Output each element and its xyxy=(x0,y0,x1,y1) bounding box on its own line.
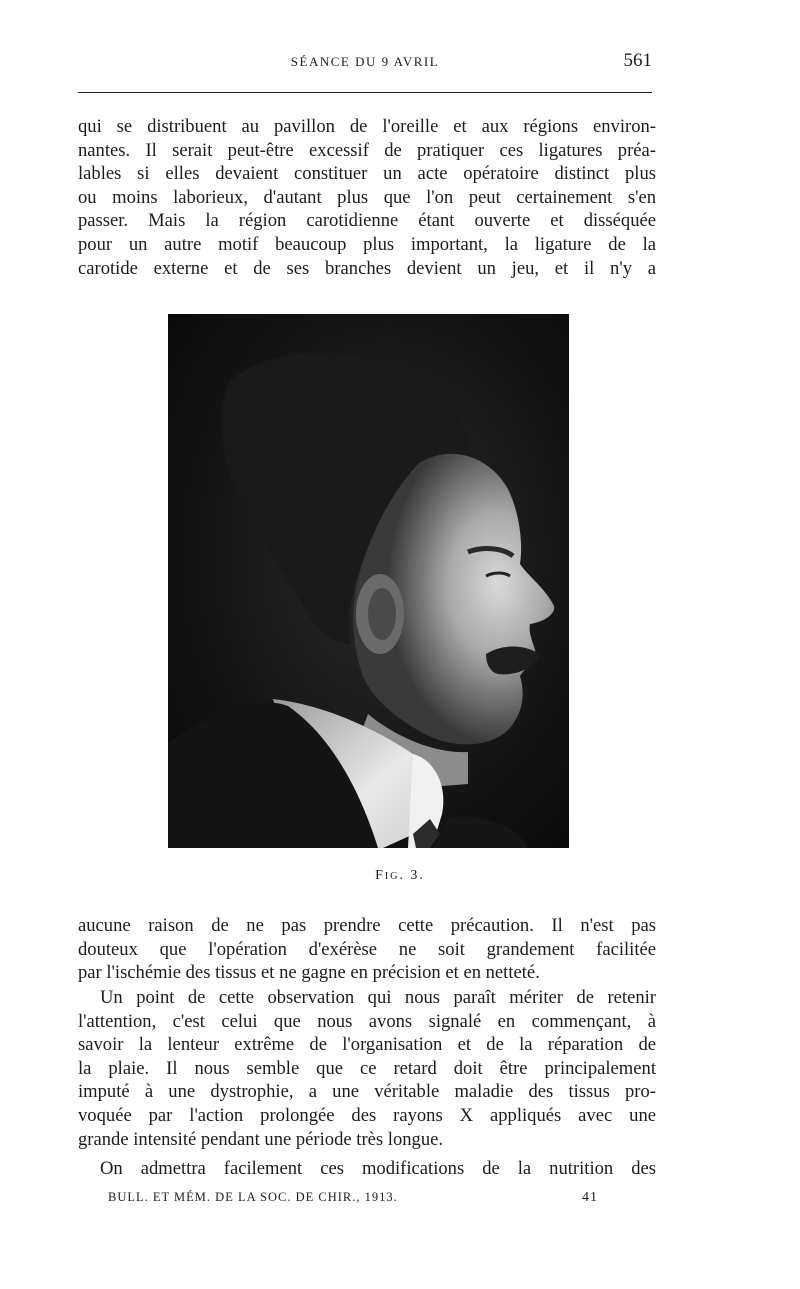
text-line: aucune raison de ne pas prendre cette précaution. Il n'est pas xyxy=(78,915,656,936)
text-line: la plaie. Il nous semble que ce retard doit être principalement xyxy=(78,1057,656,1079)
text-line: carotide externe et de ses branches devient un jeu, et il n'y a xyxy=(78,257,656,279)
text-line: ou moins laborieux, d'autant plus que l'on peut certainement s'en xyxy=(78,186,656,208)
text-line: On admettra facilement ces modifications de la nutrition des xyxy=(100,1158,656,1179)
text-line: par l'ischémie des tissus et ne gagne en précision et en netteté. xyxy=(78,962,540,984)
text-line: douteux que l'opération d'exérèse ne soit grandement facilitée xyxy=(78,938,656,960)
text-line: grande intensité pendant une période très longue. xyxy=(78,1128,444,1150)
portrait-photograph xyxy=(168,314,569,848)
text-line: pour un autre motif beaucoup plus important, la ligature de la xyxy=(78,233,656,255)
signature-number: 41 xyxy=(582,1190,598,1205)
portrait-profile-image xyxy=(168,314,569,848)
journal-citation: BULL. ET MÉM. DE LA SOC. DE CHIR., 1913. xyxy=(108,1190,398,1204)
text-line: Un point de cette observation qui nous paraît mériter de retenir xyxy=(100,987,656,1008)
header-rule xyxy=(78,92,652,93)
page-footer xyxy=(108,1190,598,1210)
paragraph-3 xyxy=(78,986,656,1151)
paragraph-1 xyxy=(78,115,656,280)
text-line: qui se distribuent au pavillon de l'oreille et aux régions environ- xyxy=(78,116,656,137)
running-title: SÉANCE DU 9 AVRIL xyxy=(290,54,440,69)
paragraph-2 xyxy=(78,914,656,985)
paragraph-4 xyxy=(78,1157,656,1181)
text-line: passer. Mais la région carotidienne étant ouverte et disséquée xyxy=(78,210,656,232)
text-line: savoir la lenteur extrême de l'organisation et de la réparation de xyxy=(78,1034,656,1056)
text-line: voquée par l'action prolongée des rayons X appliqués avec une xyxy=(78,1104,656,1126)
text-line: l'attention, c'est celui que nous avons signalé en commençant, à xyxy=(78,1010,656,1032)
page-header xyxy=(78,52,652,76)
text-line: lables si elles devaient constituer un acte opératoire distinct plus xyxy=(78,163,656,185)
figure-caption: Fig. 3. xyxy=(375,868,425,883)
page-number: 561 xyxy=(623,50,652,71)
text-line: nantes. Il serait peut-être excessif de pratiquer ces ligatures préa- xyxy=(78,139,656,161)
text-line: imputé à une dystrophie, a une véritable maladie des tissus pro- xyxy=(78,1081,656,1103)
